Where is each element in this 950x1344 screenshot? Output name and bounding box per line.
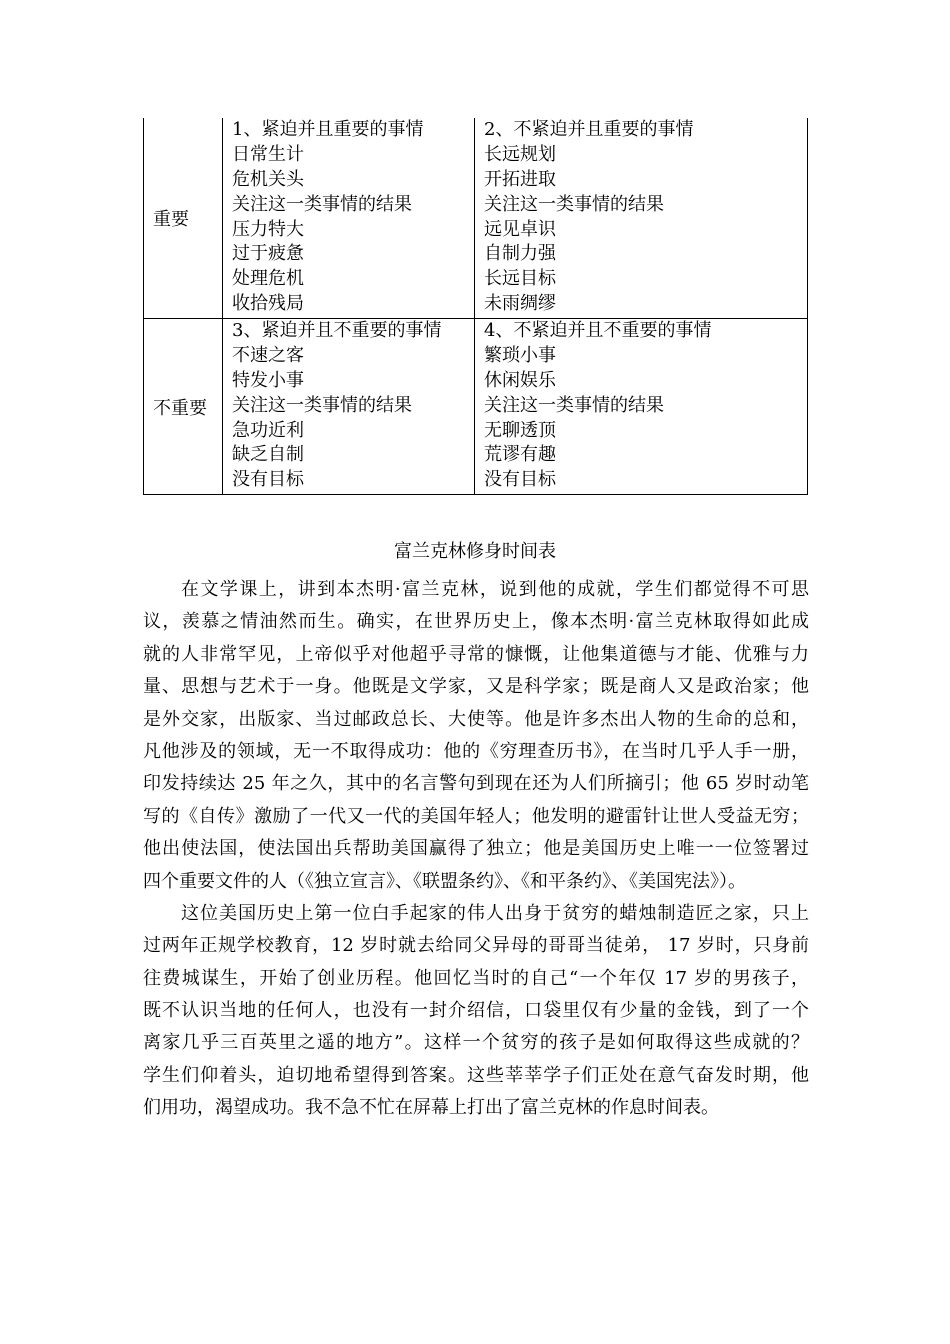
quadrant-4-item: 休闲娱乐 — [484, 369, 556, 391]
quadrant-3-item: 关注这一类事情的结果 — [232, 394, 412, 416]
quadrant-4-item: 无聊透顶 — [484, 419, 556, 441]
quadrant-1-item: 日常生计 — [232, 143, 304, 165]
quadrant-1-heading: 1、紧迫并且重要的事情 — [232, 119, 424, 140]
quadrant-4-item: 没有目标 — [484, 469, 556, 491]
quadrant-3-item: 缺乏自制 — [232, 444, 304, 466]
paragraph-line: 离家几乎三百英里之遥的地方”。这样一个贫穷的孩子是如何取得这些成就的？ — [143, 1032, 809, 1054]
quadrant-3-cell — [223, 319, 475, 495]
quadrant-3-item: 没有目标 — [232, 469, 304, 491]
paragraph-line: 议，羡慕之情油然而生。确实，在世界历史上，像本杰明·富兰克林取得如此成 — [143, 611, 809, 633]
quadrant-3-item: 急功近利 — [232, 419, 304, 441]
paragraph-line: 往费城谋生，开始了创业历程。他回忆当时的自己“一个年仅 17 岁的男孩子， — [143, 967, 809, 989]
matrix-row-not-important — [144, 319, 808, 495]
article-title: 富兰克林修身时间表 — [394, 541, 556, 562]
paragraph-line: 写的《自传》激励了一代又一代的美国年轻人；他发明的避雷针让世人受益无穷； — [143, 805, 809, 827]
quadrant-4-item: 繁琐小事 — [484, 344, 556, 366]
quadrant-2-heading: 2、不紧迫并且重要的事情 — [484, 119, 694, 140]
quadrant-2-item: 远见卓识 — [484, 218, 556, 240]
quadrant-1-cell — [223, 118, 475, 319]
quadrant-1-item: 关注这一类事情的结果 — [232, 193, 412, 215]
article-body — [143, 574, 809, 1125]
quadrant-2-item: 长远目标 — [484, 268, 556, 290]
matrix-row-important — [144, 118, 808, 319]
quadrant-4-item: 关注这一类事情的结果 — [484, 394, 664, 416]
paragraph-line: 既不认识当地的任何人，也没有一封介绍信，口袋里仅有少量的金钱，到了一个 — [143, 1000, 809, 1022]
quadrant-2-item: 长远规划 — [484, 143, 556, 165]
quadrant-2-item: 开拓进取 — [484, 168, 556, 190]
paragraph-line: 这位美国历史上第一位白手起家的伟人出身于贫穷的蜡烛制造匠之家，只上 — [181, 902, 809, 924]
priority-matrix-table — [143, 118, 808, 495]
paragraph-line: 四个重要文件的人（《独立宣言》、《联盟条约》、《和平条约》、《美国宪法》）。 — [143, 870, 746, 892]
row-label-not-important: 不重要 — [144, 319, 223, 495]
quadrant-1-item: 处理危机 — [232, 268, 304, 290]
paragraph-line: 他出使法国，使法国出兵帮助美国赢得了独立；他是美国历史上唯一一位签署过 — [143, 838, 809, 860]
quadrant-3-item: 不速之客 — [232, 344, 304, 366]
paragraph-line: 印发持续达 25 年之久，其中的名言警句到现在还为人们所摘引；他 65 岁时动笔 — [143, 773, 809, 795]
quadrant-3-item: 特发小事 — [232, 369, 304, 391]
quadrant-1-item: 压力特大 — [232, 218, 304, 240]
paragraph-line: 就的人非常罕见，上帝似乎对他超乎寻常的慷慨，让他集道德与才能、优雅与力 — [143, 643, 809, 665]
paragraph-line: 是外交家，出版家、当过邮政总长、大使等。他是许多杰出人物的生命的总和， — [143, 708, 809, 730]
quadrant-4-item: 荒谬有趣 — [484, 444, 556, 466]
paragraph-line: 凡他涉及的领域，无一不取得成功：他的《穷理查历书》，在当时几乎人手一册， — [143, 740, 809, 762]
paragraph-line: 过两年正规学校教育，12 岁时就去给同父异母的哥哥当徒弟， 17 岁时，只身前 — [143, 935, 809, 957]
paragraph-line: 量、思想与艺术于一身。他既是文学家，又是科学家；既是商人又是政治家；他 — [143, 676, 809, 698]
quadrant-4-heading: 4、不紧迫并且不重要的事情 — [484, 320, 712, 341]
quadrant-1-item: 收拾残局 — [232, 293, 304, 315]
quadrant-1-item: 危机关头 — [232, 168, 304, 190]
quadrant-2-item: 关注这一类事情的结果 — [484, 193, 664, 215]
paragraph-line: 们用功，渴望成功。我不急不忙在屏幕上打出了富兰克林的作息时间表。 — [143, 1097, 719, 1119]
quadrant-4-cell — [475, 319, 808, 495]
quadrant-1-item: 过于疲惫 — [232, 243, 304, 265]
quadrant-3-heading: 3、紧迫并且不重要的事情 — [232, 320, 442, 341]
quadrant-2-item: 自制力强 — [484, 243, 556, 265]
row-label-important: 重要 — [144, 118, 223, 319]
paragraph-line: 学生们仰着头，迫切地希望得到答案。这些莘莘学子们正处在意气奋发时期，他 — [143, 1064, 809, 1086]
quadrant-2-item: 未雨绸缪 — [484, 293, 556, 315]
paragraph-line: 在文学课上，讲到本杰明·富兰克林，说到他的成就，学生们都觉得不可思 — [181, 579, 809, 600]
quadrant-2-cell — [475, 118, 808, 319]
